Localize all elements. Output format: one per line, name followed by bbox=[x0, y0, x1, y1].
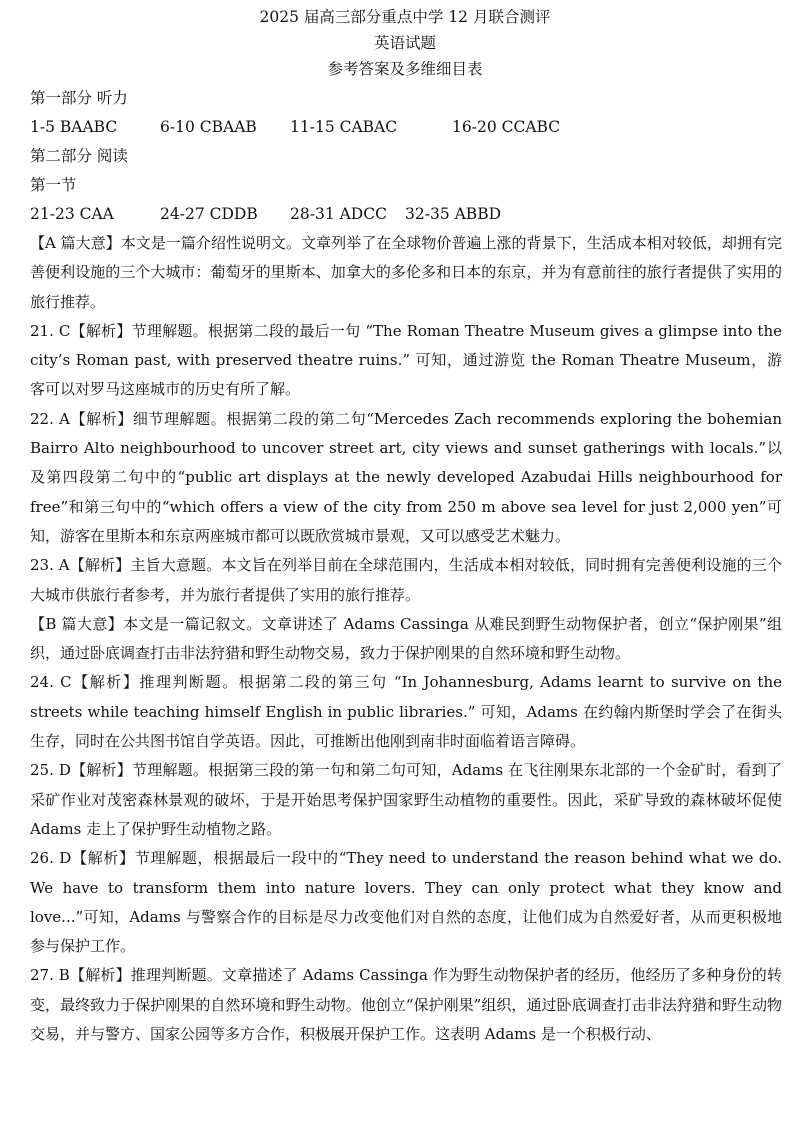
passage-a-summary: 【A 篇大意】本文是一篇介绍性说明文。文章列举了在全球物价普遍上涨的背景下，生活成本相对较低，却拥有完善便利设施的三个大城市：葡萄牙的里斯本、加拿大的多伦多和日本的东京，并为有意前往的旅行者提供了实用的旅行推荐。 bbox=[30, 234, 782, 311]
answer-group: 11-15 CABAC bbox=[290, 118, 398, 136]
passage-b-summary: 【B 篇大意】本文是一篇记叙文。文章讲述了 Adams Cassinga 从难民到野生动物保护者，创立“保护刚果”组织，通过卧底调查打击非法狩猎和野生动物交易，致力于保护刚果的自然环境和野生动物。 bbox=[30, 614, 782, 663]
explanation-21: 21. C【解析】节理解题。根据第二段的最后一句 “The Roman Theatre Museum gives a glimpse into the city’s Roman past, with preserved theatre ruins.” 可知，通过游览 the Roman Theatre Museum，游客可以对罗马这座城市的历史有所了解。 bbox=[30, 321, 782, 399]
explanation-22: 22. A【解析】细节理解题。根据第二段的第二句“Mercedes Zach recommends exploring the bohemian Bairro Alto neighbourhood to uncover street art, city views and sunset gatherings with locals.”以及第四段第二句中的“public art displays at the newly developed Azabudai Hills neighbourhood for free”和第三句中的“which offers a view of the city from 250 m above sea level for just 2,000 yen”可知，游客在里斯本和东京两座城市都可以既欣赏城市景观，又可以感受艺术魅力。 bbox=[30, 409, 782, 545]
part2-heading: 第二部分 阅读 bbox=[30, 147, 128, 165]
part2-answer-row bbox=[30, 200, 780, 229]
answer-group: 24-27 CDDB bbox=[160, 205, 258, 223]
answer-group: 28-31 ADCC bbox=[290, 205, 387, 223]
explanation-25: 25. D【解析】节理解题。根据第三段的第一句和第二句可知，Adams 在飞往刚果东北部的一个金矿时，看到了采矿作业对茂密森林景观的破坏，于是开始思考保护国家野生动植物的重要性。因此，采矿导致的森林破坏促使 Adams 走上了保护野生动植物之路。 bbox=[30, 761, 782, 838]
answer-group: 1-5 BAABC bbox=[30, 118, 118, 136]
document-subtitle: 参考答案及多维细目表 bbox=[327, 60, 483, 78]
part1-heading: 第一部分 听力 bbox=[30, 89, 128, 107]
explanation-26: 26. D【解析】节理解题，根据最后一段中的“They need to understand the reason behind what we do. We have to transform them into nature lovers. They can only protect what they know and love...”可知，Adams 与警察合作的目标是尽力改变他们对自然的态度，让他们成为自然爱好者，从而更积极地参与保护工作。 bbox=[30, 849, 782, 956]
answer-group: 6-10 CBAAB bbox=[160, 118, 257, 136]
answer-group: 21-23 CAA bbox=[30, 205, 114, 223]
answer-group: 16-20 CCABC bbox=[452, 118, 561, 136]
document-title: 2025 届高三部分重点中学 12 月联合测评 bbox=[259, 8, 551, 26]
document-subject: 英语试题 bbox=[373, 34, 436, 52]
part1-answer-row bbox=[30, 113, 780, 142]
part2-section: 第一节 bbox=[30, 176, 77, 194]
explanation-23: 23. A【解析】主旨大意题。本文旨在列举目前在全球范围内，生活成本相对较低，同时拥有完善便利设施的三个大城市供旅行者参考，并为旅行者提供了实用的旅行推荐。 bbox=[30, 556, 782, 604]
explanation-24: 24. C【解析】推理判断题。根据第二段的第三句 “In Johannesburg, Adams learnt to survive on the streets while teaching himself English in public libraries.” 可知，Adams 在约翰内斯堡时学会了在街头生存，同时在公共图书馆自学英语。因此，可推断出他刚到南非时面临着语言障碍。 bbox=[30, 673, 782, 751]
answer-group: 32-35 ABBD bbox=[405, 205, 502, 223]
explanation-27: 27. B【解析】推理判断题。文章描述了 Adams Cassinga 作为野生动物保护者的经历，他经历了多种身份的转变，最终致力于保护刚果的自然环境和野生动物。他创立“保护刚果”组织，通过卧底调查打击非法狩猎和野生动物交易，并与警方、国家公园等多方合作，积极展开保护工作。这表明 Adams 是一个积极行动、 bbox=[30, 966, 782, 1044]
